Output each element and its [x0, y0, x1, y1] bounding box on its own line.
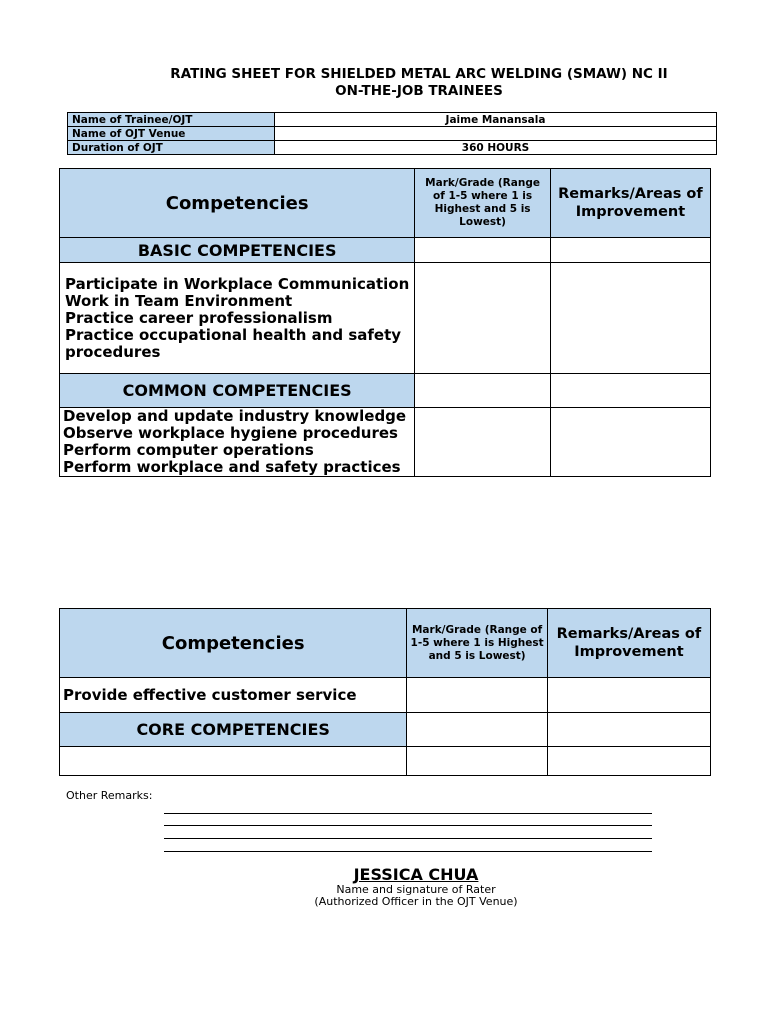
- title-line-2: ON-THE-JOB TRAINEES: [335, 83, 503, 99]
- title-line-1: RATING SHEET FOR SHIELDED METAL ARC WELDING (SMAW) NC II: [170, 66, 668, 82]
- common-competencies-heading: COMMON COMPETENCIES: [60, 374, 415, 408]
- mark-grade-header: Mark/Grade (Range of 1-5 where 1 is Highest and 5 is Lowest): [415, 169, 551, 238]
- remarks-line-2[interactable]: [164, 825, 652, 826]
- core-section-row: [60, 713, 711, 747]
- basic-items-row: [60, 263, 711, 374]
- customer-service-mark-cell[interactable]: [407, 678, 548, 713]
- list-item: Develop and update industry knowledge: [63, 407, 407, 425]
- document-title: [100, 66, 738, 100]
- list-item: Observe workplace hygiene procedures: [63, 424, 398, 442]
- core-items-remarks-cell[interactable]: [547, 747, 710, 776]
- trainee-label: Name of Trainee/OJT: [68, 113, 275, 127]
- common-items-cell: [60, 408, 415, 477]
- duration-value[interactable]: 360 HOURS: [275, 141, 717, 155]
- competencies-header: Competencies: [60, 169, 415, 238]
- common-mark-cell[interactable]: [415, 374, 551, 408]
- info-row-duration: [68, 141, 717, 155]
- remarks-line-3[interactable]: [164, 838, 652, 839]
- rater-role-caption: (Authorized Officer in the OJT Venue): [314, 895, 518, 908]
- core-mark-cell[interactable]: [407, 713, 548, 747]
- customer-service-remarks-cell[interactable]: [547, 678, 710, 713]
- trainee-value[interactable]: Jaime Manansala: [275, 113, 717, 127]
- venue-value[interactable]: [275, 127, 717, 141]
- rater-signature-block: [280, 866, 552, 908]
- customer-service-row: [60, 678, 711, 713]
- table-header-row: [60, 169, 711, 238]
- common-items-mark-cell[interactable]: [415, 408, 551, 477]
- remarks-header: Remarks/Areas of Improvement: [550, 169, 710, 238]
- mark-grade-header: Mark/Grade (Range of 1-5 where 1 is Highest and 5 is Lowest): [407, 609, 548, 678]
- table-header-row: [60, 609, 711, 678]
- basic-competencies-heading: BASIC COMPETENCIES: [60, 238, 415, 263]
- core-competencies-heading: CORE COMPETENCIES: [60, 713, 407, 747]
- core-items-mark-cell[interactable]: [407, 747, 548, 776]
- venue-label: Name of OJT Venue: [68, 127, 275, 141]
- list-item: Perform workplace and safety practices: [63, 458, 401, 476]
- common-items-row: [60, 408, 711, 477]
- customer-service-item: Provide effective customer service: [60, 678, 407, 713]
- competencies-header: Competencies: [60, 609, 407, 678]
- competencies-table-1: [59, 168, 711, 477]
- remarks-line-4[interactable]: [164, 851, 652, 852]
- basic-items-cell: [60, 263, 415, 374]
- remarks-header: Remarks/Areas of Improvement: [547, 609, 710, 678]
- list-item: Perform computer operations: [63, 441, 314, 459]
- common-items-remarks-cell[interactable]: [550, 408, 710, 477]
- trainee-info-table: [67, 112, 717, 155]
- basic-items-mark-cell[interactable]: [415, 263, 551, 374]
- remarks-line-1[interactable]: [164, 813, 652, 814]
- other-remarks-label: Other Remarks:: [66, 789, 153, 802]
- basic-remarks-cell[interactable]: [550, 238, 710, 263]
- core-remarks-cell[interactable]: [547, 713, 710, 747]
- common-remarks-cell[interactable]: [550, 374, 710, 408]
- core-items-cell[interactable]: [60, 747, 407, 776]
- rater-name: JESSICA CHUA: [353, 865, 479, 884]
- list-item: Participate in Workplace Communication: [65, 274, 410, 293]
- core-items-row: [60, 747, 711, 776]
- list-item: Practice occupational health and safety procedures: [65, 325, 402, 361]
- list-item: Work in Team Environment: [65, 291, 293, 310]
- basic-section-row: [60, 238, 711, 263]
- competencies-table-2: [59, 608, 711, 776]
- info-row-venue: [68, 127, 717, 141]
- basic-items-remarks-cell[interactable]: [550, 263, 710, 374]
- basic-mark-cell[interactable]: [415, 238, 551, 263]
- rater-caption: Name and signature of Rater: [336, 883, 496, 896]
- info-row-trainee: [68, 113, 717, 127]
- list-item: Practice career professionalism: [65, 308, 333, 327]
- duration-label: Duration of OJT: [68, 141, 275, 155]
- common-section-row: [60, 374, 711, 408]
